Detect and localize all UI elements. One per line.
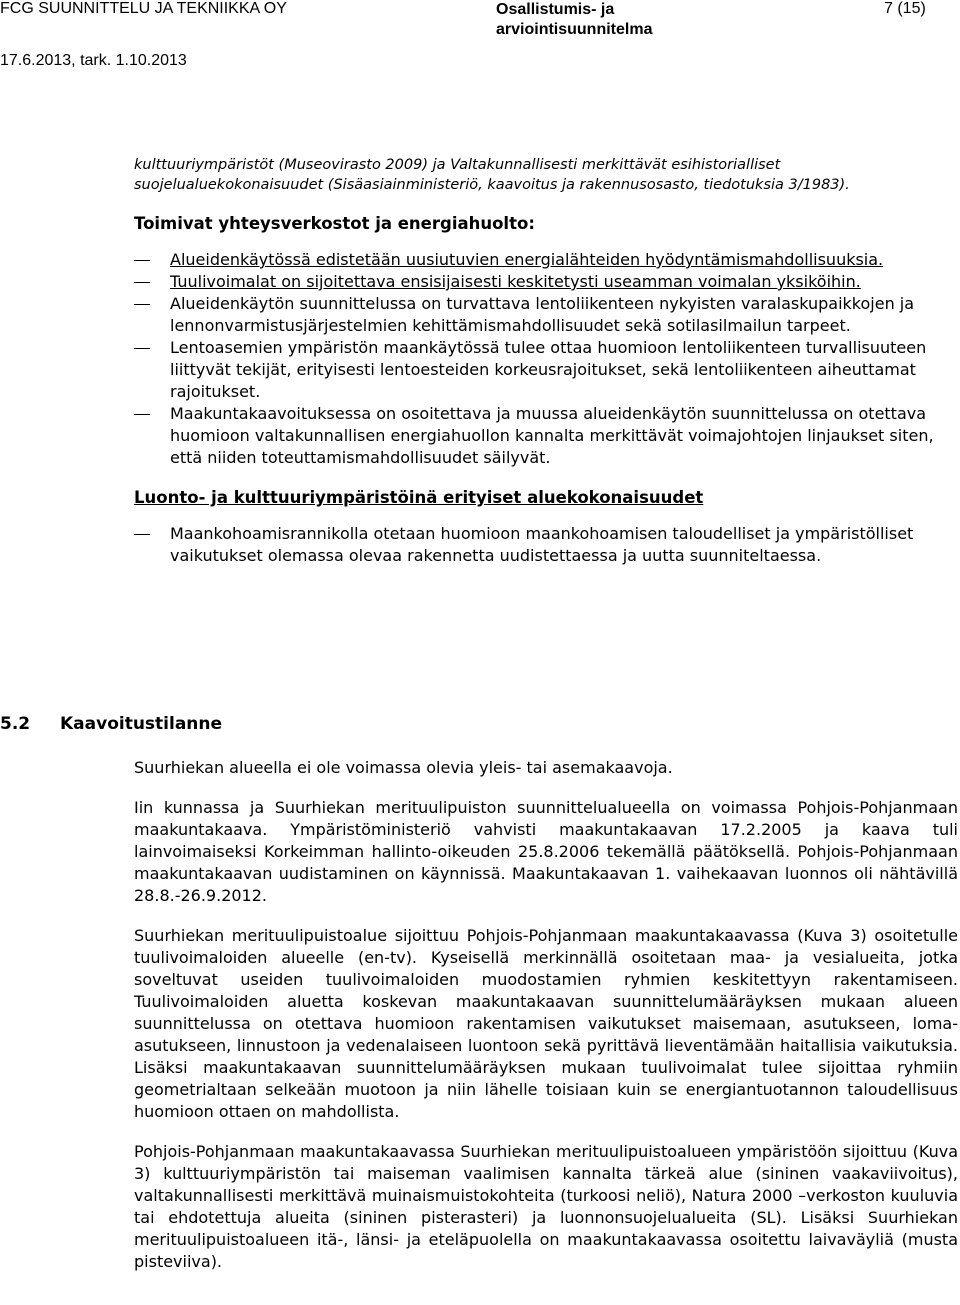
section-5-2-body <box>134 757 958 1291</box>
paragraph: Pohjois-Pohjanmaan maakuntakaavassa Suurhiekan merituulipuistoalueen ympäristöön sijoittuu (Kuva 3) kulttuuriympäristön tai maiseman vaalimisen kannalta tärkeä alue (sininen vaakaviivoitus), valtakunnallisesti merkittävä muinaismuistokohteita (turkoosi neliö), Natura 2000 –verkoston kuuluvia tai ehdotettuja alueita (sininen pisterasteri) ja luonnonsuojelualueita (SL). Lisäksi Suurhiekan merituulipuistoalueen itä-, länsi- ja eteläpuolella on maakuntakaavassa osoitettu laivaväyliä (musta pisteviiva). <box>134 1142 958 1271</box>
list-item: Alueidenkäytön suunnittelussa on turvattava lentoliikenteen nykyisten varalaskupaikkojen ja lennonvarmistusjärjestelmien kehittämismahdollisuudet sekä sotilasilmailun tarpeet. <box>134 293 958 337</box>
section-heading-5-2 <box>0 714 222 734</box>
section-heading-networks: Toimivat yhteysverkostot ja energiahuolto: <box>134 214 535 233</box>
list-item: Maakuntakaavoituksessa on osoitettava ja muussa alueidenkäytön suunnittelussa on otettava huomioon valtakunnallisen energiahuollon kannalta merkittävät voimajohtojen linjaukset siten, että niiden toteuttamismahdollisuudet säilyvät. <box>134 403 958 469</box>
section-number: 5.2 <box>0 714 31 734</box>
paragraph: Iin kunnassa ja Suurhiekan merituulipuiston suunnittelualueella on voimassa Pohjois-Pohjanmaan maakuntakaava. Ympäristöministeriö vahvisti maakuntakaavan 17.2.2005 ja kaava tuli lainvoimaiseksi Korkeimman hallinto-oikeuden 25.8.2006 tekemällä päätöksellä. Pohjois-Pohjanmaan maakuntakaavan uudistaminen on käynnissä. Maakuntakaavan 1. vaihekaavan luonnos oli nähtävillä 28.8.-26.9.2012. <box>134 798 958 905</box>
header-organization: FCG SUUNNITTELU JA TEKNIIKKA OY <box>0 0 287 17</box>
paragraph: Suurhiekan merituulipuistoalue sijoittuu Pohjois-Pohjanmaan maakuntakaavassa (Kuva 3) osoitetulle tuulivoimaloiden alueelle (en-tv). Kyseisellä merkinnällä osoitetaan maa- ja vesialueita, jotka soveltuvat useiden tuulivoimaloiden muodostamien ryhmien keskitettyyn rakentamiseen. Tuulivoimaloiden aluetta koskevan maakuntakaavan suunnittelumääräyksen mukaan alueen suunnittelussa on otettava huomioon rakentamisen vaikutukset maisemaan, asutukseen, loma-asutukseen, linnustoon ja vedenalaiseen luontoon sekä pyrittävä lieventämään haitallisia vaikutuksia. Lisäksi maakuntakaavan suunnittelumääräyksen mukaan tuulivoimalat tulee sijoittaa ryhmiin geometrialtaan selkeään muotoon ja niin lähelle toisiaan kuin se energiantuotannon taloudellisuus huomioon ottaen on mahdollista. <box>134 926 958 1121</box>
header-page-number: 7 (15) <box>884 0 926 17</box>
intro-italic-paragraph: kulttuuriympäristöt (Museovirasto 2009) ja Valtakunnallisesti merkittävät esihistorialliset suojelualuekokonaisuudet (Sisäasiainministeriö, kaavoitus ja rakennusosasto, tiedotuksia 3/1983). <box>134 157 850 193</box>
nature-list <box>134 523 958 567</box>
list-item: Alueidenkäytössä edistetään uusiutuvien energialähteiden hyödyntämismahdollisuuksia. <box>134 249 958 271</box>
list-item: Tuulivoimalat on sijoitettava ensisijaisesti keskitetysti useamman voimalan yksiköihin. <box>134 271 958 293</box>
networks-list <box>134 249 958 469</box>
header-date: 17.6.2013, tark. 1.10.2013 <box>0 52 187 69</box>
section-heading-nature: Luonto- ja kulttuuriympäristöinä erityiset aluekokonaisuudet <box>134 488 704 507</box>
content-column <box>134 155 958 567</box>
section-title: Kaavoitustilanne <box>60 714 223 734</box>
page-header <box>0 0 960 72</box>
list-item: Maankohoamisrannikolla otetaan huomioon maankohoamisen taloudelliset ja ympäristölliset vaikutukset olemassa olevaa rakennetta uudistettaessa ja uutta suunniteltaessa. <box>134 523 958 567</box>
paragraph: Suurhiekan alueella ei ole voimassa olevia yleis- tai asemakaavoja. <box>134 758 673 777</box>
list-item: Lentoasemien ympäristön maankäytössä tulee ottaa huomioon lentoliikenteen turvallisuuteen liittyvät tekijät, erityisesti lentoesteiden korkeusrajoitukset, sekä lentoliikenteen aiheuttamat rajoitukset. <box>134 337 958 403</box>
header-document-title: Osallistumis- ja arviointisuunnitelma <box>496 1 653 38</box>
